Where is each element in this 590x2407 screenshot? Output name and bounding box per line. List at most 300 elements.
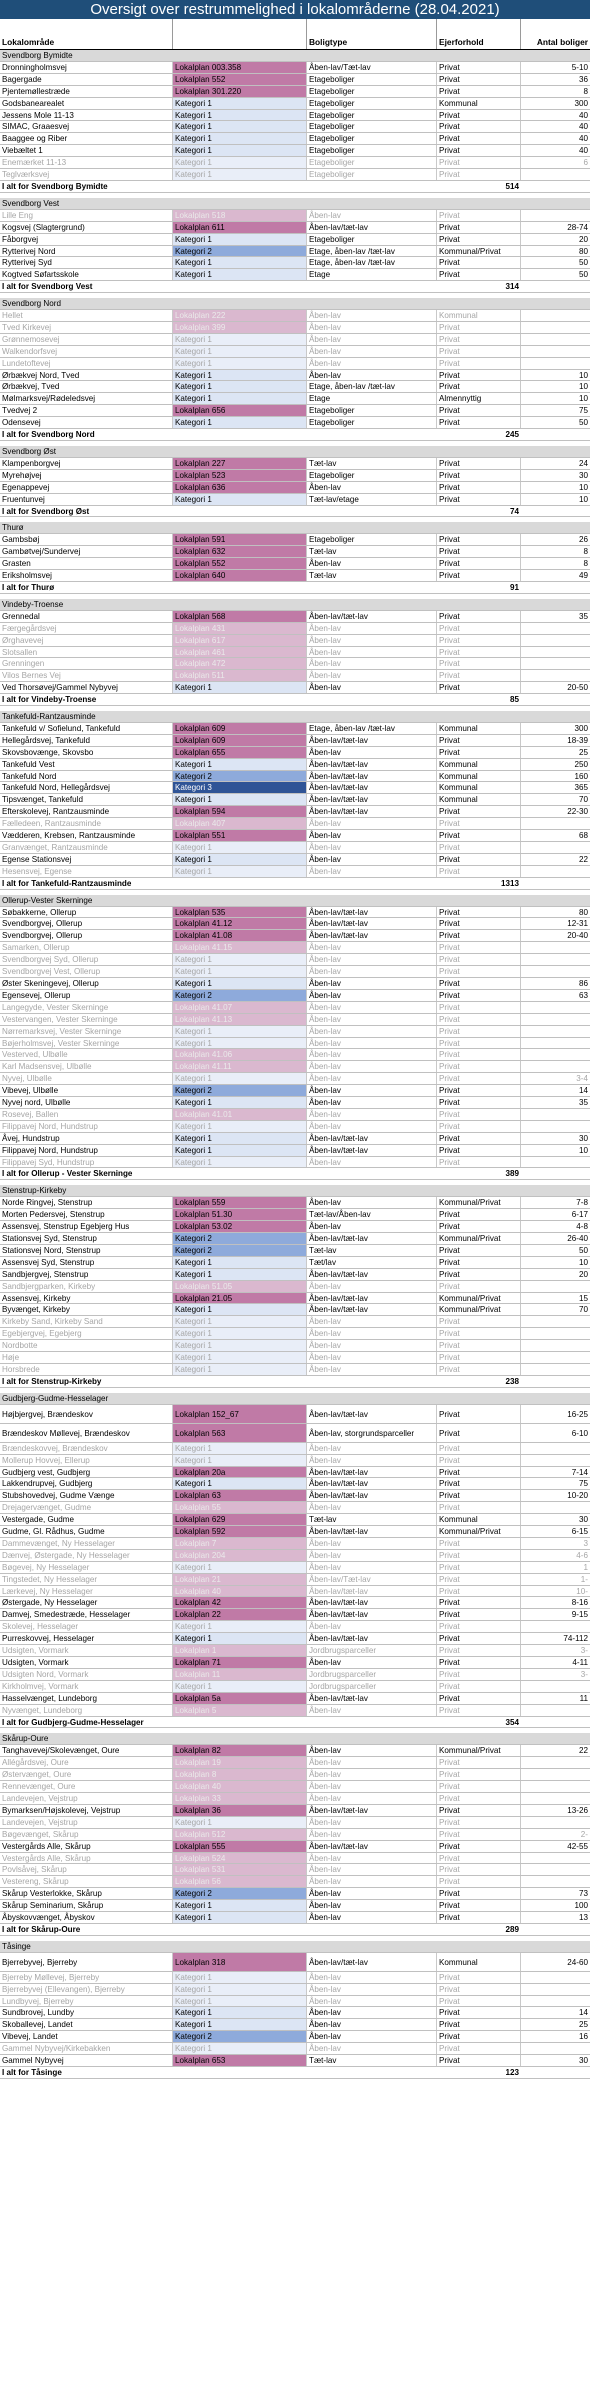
ownership-cell: Privat bbox=[437, 1049, 521, 1060]
area-cell: Norde Ringvej, Stenstrup bbox=[0, 1197, 173, 1208]
count-cell bbox=[521, 1316, 590, 1327]
table-row[interactable] bbox=[0, 1757, 590, 1769]
area-cell: Rennevænget, Oure bbox=[0, 1781, 173, 1792]
plan-status-cell: Lokalplan 431 bbox=[173, 623, 307, 634]
ownership-cell: Privat bbox=[437, 494, 521, 505]
table-row[interactable] bbox=[0, 1364, 590, 1376]
table-row[interactable] bbox=[0, 1340, 590, 1352]
table-row[interactable] bbox=[0, 1316, 590, 1328]
count-cell bbox=[521, 322, 590, 333]
section-total-label: I alt for Stenstrup-Kirkeby bbox=[2, 1376, 102, 1386]
table-row[interactable] bbox=[0, 1562, 590, 1574]
count-cell: 10 bbox=[578, 382, 588, 392]
area-cell: Assensvej Syd, Stenstrup bbox=[0, 1257, 173, 1268]
section-total-label: I alt for Tåsinge bbox=[2, 2068, 62, 2077]
table-row[interactable] bbox=[0, 1769, 590, 1781]
count-cell: 40 bbox=[578, 134, 588, 144]
table-row[interactable] bbox=[0, 854, 590, 866]
table-row[interactable] bbox=[0, 1781, 590, 1793]
table-row[interactable] bbox=[0, 1681, 590, 1693]
area-cell: Rytterivej Syd bbox=[0, 257, 173, 268]
ownership-cell: Privat bbox=[437, 1621, 521, 1632]
ownership-cell: Privat bbox=[437, 358, 521, 369]
table-row[interactable] bbox=[0, 393, 590, 405]
table-row[interactable] bbox=[0, 222, 590, 234]
area-cell: Purreskovvej, Hesselager bbox=[0, 1633, 173, 1644]
table-row[interactable] bbox=[0, 570, 590, 582]
table-row[interactable] bbox=[0, 794, 590, 806]
table-row[interactable] bbox=[0, 133, 590, 145]
ownership-cell: Privat bbox=[437, 1586, 521, 1597]
table-row[interactable] bbox=[0, 1502, 590, 1514]
column-header-area[interactable]: Lokalområde bbox=[0, 19, 173, 49]
ownership-cell: Privat bbox=[437, 647, 521, 658]
count-cell bbox=[521, 1364, 590, 1375]
section-title: Svendborg Øst bbox=[2, 447, 56, 456]
count-cell bbox=[521, 334, 590, 345]
table-row[interactable] bbox=[0, 110, 590, 122]
table-row[interactable] bbox=[0, 658, 590, 670]
table-row[interactable] bbox=[0, 954, 590, 966]
ownership-cell: Privat bbox=[437, 658, 521, 669]
count-cell bbox=[521, 346, 590, 357]
section-title: Stenstrup-Kirkeby bbox=[2, 1186, 67, 1196]
ownership-cell: Privat bbox=[437, 611, 521, 622]
count-cell: 13 bbox=[578, 1913, 588, 1923]
table-row[interactable] bbox=[0, 2007, 590, 2019]
plan-status-cell: Lokalplan 41.01 bbox=[173, 1109, 307, 1120]
plan-status-cell: Lokalplan 653 bbox=[173, 2055, 307, 2066]
housing-type-cell: Åben-lav/tæt-lav bbox=[307, 611, 437, 622]
table-row[interactable] bbox=[0, 611, 590, 623]
count-cell bbox=[521, 842, 590, 853]
count-cell: 50 bbox=[578, 258, 588, 268]
table-row[interactable] bbox=[0, 2031, 590, 2043]
table-row[interactable] bbox=[0, 1633, 590, 1645]
housing-type-cell: Åben-lav/tæt-lav bbox=[307, 1633, 437, 1644]
table-row[interactable] bbox=[0, 930, 590, 942]
table-row[interactable] bbox=[0, 62, 590, 74]
count-cell: 11 bbox=[579, 1693, 588, 1703]
table-row[interactable] bbox=[0, 381, 590, 393]
table-row[interactable] bbox=[0, 1996, 590, 2008]
column-header-plan[interactable] bbox=[173, 19, 307, 49]
table-row[interactable] bbox=[0, 1526, 590, 1538]
housing-type-cell: Åben-lav bbox=[307, 1912, 437, 1923]
count-cell: 40 bbox=[578, 110, 588, 120]
table-row[interactable] bbox=[0, 482, 590, 494]
table-row[interactable] bbox=[0, 1328, 590, 1340]
table-row[interactable] bbox=[0, 1953, 590, 1972]
ownership-cell: Privat bbox=[437, 1109, 521, 1120]
table-row[interactable] bbox=[0, 1864, 590, 1876]
plan-status-cell: Lokalplan 559 bbox=[173, 1197, 307, 1208]
plan-status-cell: Kategori 1 bbox=[173, 1121, 307, 1132]
section-total-row bbox=[0, 694, 590, 706]
ownership-cell: Privat bbox=[437, 1026, 521, 1037]
table-row[interactable] bbox=[0, 1245, 590, 1257]
table-row[interactable] bbox=[0, 494, 590, 506]
ownership-cell: Privat bbox=[437, 133, 521, 144]
table-row[interactable] bbox=[0, 1221, 590, 1233]
plan-status-cell: Lokalplan 71 bbox=[173, 1657, 307, 1668]
table-row[interactable] bbox=[0, 1424, 590, 1443]
table-row[interactable] bbox=[0, 1514, 590, 1526]
housing-type-cell: Åben-lav, storgrundsparceller bbox=[307, 1424, 437, 1442]
housing-type-cell: Åben-lav/tæt-lav bbox=[307, 794, 437, 805]
table-row[interactable] bbox=[0, 234, 590, 246]
count-cell: 30 bbox=[578, 1133, 588, 1143]
section-title: Vindeby-Troense bbox=[2, 599, 64, 609]
table-row[interactable] bbox=[0, 1145, 590, 1157]
plan-status-cell: Kategori 1 bbox=[173, 954, 307, 965]
table-row[interactable] bbox=[0, 246, 590, 258]
table-row[interactable] bbox=[0, 759, 590, 771]
table-row[interactable] bbox=[0, 1574, 590, 1586]
ownership-cell: Privat bbox=[437, 818, 521, 829]
count-cell: 4-6 bbox=[576, 1550, 588, 1560]
count-cell: 40 bbox=[578, 146, 588, 156]
table-row[interactable] bbox=[0, 1805, 590, 1817]
table-row[interactable] bbox=[0, 830, 590, 842]
plan-status-cell: Kategori 2 bbox=[173, 990, 307, 1001]
area-cell: Svendborgvej, Ollerup bbox=[0, 918, 173, 929]
table-row[interactable] bbox=[0, 1097, 590, 1109]
plan-status-cell: Kategori 1 bbox=[173, 1073, 307, 1084]
section-header-row bbox=[0, 1941, 590, 1953]
table-row[interactable] bbox=[0, 1888, 590, 1900]
table-row[interactable] bbox=[0, 1645, 590, 1657]
area-cell: Stubshovedvej, Gudme Vænge bbox=[0, 1490, 173, 1501]
table-row[interactable] bbox=[0, 145, 590, 157]
column-header-count[interactable]: Antal boliger bbox=[536, 37, 588, 47]
area-cell: Gudbjerg vest, Gudbjerg bbox=[0, 1467, 173, 1478]
section-header-row bbox=[0, 522, 590, 534]
ownership-cell: Privat bbox=[437, 405, 521, 416]
table-row[interactable] bbox=[0, 1233, 590, 1245]
table-row[interactable] bbox=[0, 322, 590, 334]
table-row[interactable] bbox=[0, 1841, 590, 1853]
area-cell: Ørbækvej Nord, Tved bbox=[0, 370, 173, 381]
table-row[interactable] bbox=[0, 670, 590, 682]
table-row[interactable] bbox=[0, 74, 590, 86]
count-cell: 10 bbox=[578, 482, 588, 492]
table-row[interactable] bbox=[0, 1443, 590, 1455]
section-total-label: I alt for Gudbjerg-Gudme-Hesselager bbox=[2, 1717, 144, 1727]
housing-type-cell: Åben-lav/tæt-lav bbox=[307, 1693, 437, 1704]
area-cell: Åvej, Hundstrup bbox=[0, 1133, 173, 1144]
table-row[interactable] bbox=[0, 1912, 590, 1924]
ownership-cell: Kommunal bbox=[437, 310, 521, 321]
table-row[interactable] bbox=[0, 978, 590, 990]
ownership-cell: Privat bbox=[437, 842, 521, 853]
table-row[interactable] bbox=[0, 1133, 590, 1145]
table-row[interactable] bbox=[0, 1829, 590, 1841]
table-row[interactable] bbox=[0, 370, 590, 382]
table-row[interactable] bbox=[0, 1657, 590, 1669]
plan-status-cell: Kategori 2 bbox=[173, 1233, 307, 1244]
section-total-row bbox=[0, 878, 590, 890]
count-cell bbox=[521, 1681, 590, 1692]
housing-type-cell: Åben-lav bbox=[307, 1443, 437, 1454]
table-row[interactable] bbox=[0, 1490, 590, 1502]
count-cell: 26-40 bbox=[567, 1234, 588, 1243]
table-row[interactable] bbox=[0, 1876, 590, 1888]
table-row[interactable] bbox=[0, 1621, 590, 1633]
table-row[interactable] bbox=[0, 723, 590, 735]
table-row[interactable] bbox=[0, 1026, 590, 1038]
ownership-cell: Privat bbox=[437, 1900, 521, 1911]
count-cell: 15 bbox=[578, 1293, 588, 1303]
housing-type-cell: Åben-lav bbox=[307, 954, 437, 965]
plan-status-cell: Lokalplan 531 bbox=[173, 1864, 307, 1875]
table-row[interactable] bbox=[0, 1609, 590, 1621]
count-cell: 250 bbox=[574, 759, 588, 769]
table-row[interactable] bbox=[0, 1538, 590, 1550]
area-cell: Teglværksvej bbox=[0, 169, 173, 180]
table-row[interactable] bbox=[0, 86, 590, 98]
table-row[interactable] bbox=[0, 1745, 590, 1757]
table-row[interactable] bbox=[0, 1197, 590, 1209]
count-cell: 4-11 bbox=[572, 1658, 588, 1667]
plan-status-cell: Lokalplan 8 bbox=[173, 1769, 307, 1780]
ownership-cell: Privat bbox=[437, 1984, 521, 1995]
table-row[interactable] bbox=[0, 647, 590, 659]
ownership-cell: Privat bbox=[437, 1888, 521, 1899]
area-cell: Granvænget, Rantzausminde bbox=[0, 842, 173, 853]
table-row[interactable] bbox=[0, 1257, 590, 1269]
housing-type-cell: Åben-lav bbox=[307, 830, 437, 841]
housing-type-cell: Åben-lav bbox=[307, 310, 437, 321]
housing-type-cell: Åben-lav/tæt-lav bbox=[307, 1841, 437, 1852]
plan-status-cell: Kategori 3 bbox=[173, 782, 307, 793]
table-row[interactable] bbox=[0, 1085, 590, 1097]
table-row[interactable] bbox=[0, 458, 590, 470]
table-row[interactable] bbox=[0, 918, 590, 930]
area-cell: Bjerrebyvej, Bjerreby bbox=[0, 1953, 173, 1971]
ownership-cell: Privat bbox=[437, 735, 521, 746]
table-row[interactable] bbox=[0, 842, 590, 854]
table-row[interactable] bbox=[0, 966, 590, 978]
table-row[interactable] bbox=[0, 2019, 590, 2031]
plan-status-cell: Lokalplan 40 bbox=[173, 1781, 307, 1792]
table-row[interactable] bbox=[0, 346, 590, 358]
plan-status-cell: Lokalplan 22 bbox=[173, 1609, 307, 1620]
table-row[interactable] bbox=[0, 1597, 590, 1609]
table-row[interactable] bbox=[0, 358, 590, 370]
table-row[interactable] bbox=[0, 990, 590, 1002]
area-cell: Lille Eng bbox=[0, 210, 173, 221]
count-cell: 7-14 bbox=[571, 1467, 588, 1477]
count-cell: 3- bbox=[580, 1669, 588, 1679]
housing-type-cell: Åben-lav/tæt-lav bbox=[307, 1233, 437, 1244]
table-row[interactable] bbox=[0, 818, 590, 830]
table-row[interactable] bbox=[0, 771, 590, 783]
table-row[interactable] bbox=[0, 1984, 590, 1996]
table-row[interactable] bbox=[0, 907, 590, 919]
table-row[interactable] bbox=[0, 546, 590, 558]
housing-type-cell: Åben-lav/tæt-lav bbox=[307, 1526, 437, 1537]
area-cell: Enemærket 11-13 bbox=[0, 157, 173, 168]
housing-type-cell: Etageboliger bbox=[307, 534, 437, 545]
table-row[interactable] bbox=[0, 1478, 590, 1490]
table-row[interactable] bbox=[0, 623, 590, 635]
table-row[interactable] bbox=[0, 1793, 590, 1805]
count-cell bbox=[521, 1455, 590, 1466]
table-row[interactable] bbox=[0, 682, 590, 694]
ownership-cell: Privat bbox=[437, 1121, 521, 1132]
count-cell: 10 bbox=[578, 494, 588, 504]
section-header-row bbox=[0, 711, 590, 723]
table-row[interactable] bbox=[0, 1109, 590, 1121]
area-cell: Klampenborgvej bbox=[0, 458, 173, 469]
table-row[interactable] bbox=[0, 1550, 590, 1562]
table-row[interactable] bbox=[0, 635, 590, 647]
plan-status-cell: Lokalplan 318 bbox=[173, 1953, 307, 1971]
plan-status-cell: Lokalplan 7 bbox=[173, 1538, 307, 1549]
count-cell bbox=[521, 954, 590, 965]
table-row[interactable] bbox=[0, 470, 590, 482]
table-row[interactable] bbox=[0, 1002, 590, 1014]
table-row[interactable] bbox=[0, 1467, 590, 1479]
ownership-cell: Privat bbox=[437, 954, 521, 965]
section-total-value: 389 bbox=[505, 1169, 519, 1179]
table-row[interactable] bbox=[0, 2043, 590, 2055]
plan-status-cell: Kategori 2 bbox=[173, 246, 307, 257]
table-row[interactable] bbox=[0, 1304, 590, 1316]
table-row[interactable] bbox=[0, 269, 590, 281]
housing-type-cell: Åben-lav bbox=[307, 1364, 437, 1375]
table-row[interactable] bbox=[0, 1693, 590, 1705]
housing-type-cell: Åben-lav/tæt-lav bbox=[307, 1405, 437, 1423]
count-cell bbox=[521, 623, 590, 634]
table-row[interactable] bbox=[0, 1900, 590, 1912]
table-row[interactable] bbox=[0, 1352, 590, 1364]
table-row[interactable] bbox=[0, 1121, 590, 1133]
area-cell: Tipsvænget, Tankefuld bbox=[0, 794, 173, 805]
count-cell: 40 bbox=[578, 122, 588, 132]
count-cell: 42-55 bbox=[567, 1841, 588, 1851]
area-cell: Jessens Mole 11-13 bbox=[0, 110, 173, 121]
table-row[interactable] bbox=[0, 1038, 590, 1050]
area-cell: Østervænget, Oure bbox=[0, 1769, 173, 1780]
table-row[interactable] bbox=[0, 1972, 590, 1984]
count-cell: 25 bbox=[578, 747, 588, 757]
table-row[interactable] bbox=[0, 806, 590, 818]
table-row[interactable] bbox=[0, 1669, 590, 1681]
table-row[interactable] bbox=[0, 747, 590, 759]
housing-type-cell: Tæt-lav bbox=[307, 1245, 437, 1256]
table-row[interactable] bbox=[0, 210, 590, 222]
table-row[interactable] bbox=[0, 1455, 590, 1467]
table-row[interactable] bbox=[0, 1073, 590, 1085]
section-header-row bbox=[0, 599, 590, 611]
table-row[interactable] bbox=[0, 1853, 590, 1865]
table-row[interactable] bbox=[0, 534, 590, 546]
table-row[interactable] bbox=[0, 334, 590, 346]
housing-type-cell: Tæt-lav/etage bbox=[307, 494, 437, 505]
housing-type-cell: Åben-lav bbox=[307, 2031, 437, 2042]
table-row[interactable] bbox=[0, 1817, 590, 1829]
plan-status-cell: Lokalplan 41.11 bbox=[173, 1061, 307, 1072]
table-row[interactable] bbox=[0, 1209, 590, 1221]
table-row[interactable] bbox=[0, 1061, 590, 1073]
table-row[interactable] bbox=[0, 257, 590, 269]
area-cell: Lundetoftevej bbox=[0, 358, 173, 369]
table-row[interactable] bbox=[0, 1405, 590, 1424]
table-row[interactable] bbox=[0, 1157, 590, 1169]
table-row[interactable] bbox=[0, 417, 590, 429]
table-row[interactable] bbox=[0, 558, 590, 570]
table-row[interactable] bbox=[0, 169, 590, 181]
count-cell: 24 bbox=[578, 458, 588, 468]
column-header-housing-type[interactable]: Boligtype bbox=[307, 19, 437, 49]
count-cell: 13-26 bbox=[567, 1805, 588, 1815]
housing-type-cell: Åben-lav/tæt-lav bbox=[307, 735, 437, 746]
table-row[interactable] bbox=[0, 782, 590, 794]
area-cell: Filippavej Nord, Hundstrup bbox=[0, 1121, 173, 1132]
ownership-cell: Privat bbox=[437, 210, 521, 221]
plan-status-cell: Lokalplan 19 bbox=[173, 1757, 307, 1768]
housing-type-cell: Etage, åben-lav /tæt-lav bbox=[307, 723, 437, 734]
table-row[interactable] bbox=[0, 942, 590, 954]
table-row[interactable] bbox=[0, 866, 590, 878]
housing-type-cell: Åben-lav bbox=[307, 1316, 437, 1327]
table-row[interactable] bbox=[0, 1281, 590, 1293]
count-cell bbox=[521, 1061, 590, 1072]
table-row[interactable] bbox=[0, 121, 590, 133]
count-cell: 73 bbox=[578, 1889, 588, 1899]
table-row[interactable] bbox=[0, 310, 590, 322]
housing-type-cell: Åben-lav bbox=[307, 866, 437, 877]
table-row[interactable] bbox=[0, 98, 590, 110]
table-row[interactable] bbox=[0, 1014, 590, 1026]
table-row[interactable] bbox=[0, 1586, 590, 1598]
plan-status-cell: Lokalplan 003.358 bbox=[173, 62, 307, 73]
table-row[interactable] bbox=[0, 1293, 590, 1305]
column-header-ownership[interactable]: Ejerforhold bbox=[437, 19, 521, 49]
table-row[interactable] bbox=[0, 2055, 590, 2067]
count-cell: 14 bbox=[578, 2008, 588, 2018]
table-row[interactable] bbox=[0, 405, 590, 417]
table-row[interactable] bbox=[0, 157, 590, 169]
table-row[interactable] bbox=[0, 1705, 590, 1717]
count-cell: 10 bbox=[578, 1145, 588, 1155]
plan-status-cell: Kategori 1 bbox=[173, 145, 307, 156]
plan-status-cell: Lokalplan 594 bbox=[173, 806, 307, 817]
count-cell: 16-25 bbox=[567, 1409, 588, 1419]
area-cell: Grasten bbox=[0, 558, 173, 569]
area-cell: Vestergårds Alle, Skårup bbox=[0, 1853, 173, 1864]
plan-status-cell: Kategori 1 bbox=[173, 1352, 307, 1363]
area-cell: Høje bbox=[0, 1352, 173, 1363]
ownership-cell: Privat bbox=[437, 534, 521, 545]
table-row[interactable] bbox=[0, 1269, 590, 1281]
table-row[interactable] bbox=[0, 1049, 590, 1061]
ownership-cell: Privat bbox=[437, 1829, 521, 1840]
table-row[interactable] bbox=[0, 735, 590, 747]
area-cell: Bjerreby Møllevej, Bjerreby bbox=[0, 1972, 173, 1983]
plan-status-cell: Kategori 1 bbox=[173, 358, 307, 369]
area-cell: Eriksholmsvej bbox=[0, 570, 173, 581]
area-cell: Nyvej, Ulbølle bbox=[0, 1073, 173, 1084]
ownership-cell: Privat bbox=[437, 1038, 521, 1049]
plan-status-cell: Lokalplan 21.05 bbox=[173, 1293, 307, 1304]
count-cell bbox=[521, 658, 590, 669]
ownership-cell: Privat bbox=[437, 918, 521, 929]
area-cell: Ørghavevej bbox=[0, 635, 173, 646]
area-cell: Udsigten Nord, Vormark bbox=[0, 1669, 173, 1680]
